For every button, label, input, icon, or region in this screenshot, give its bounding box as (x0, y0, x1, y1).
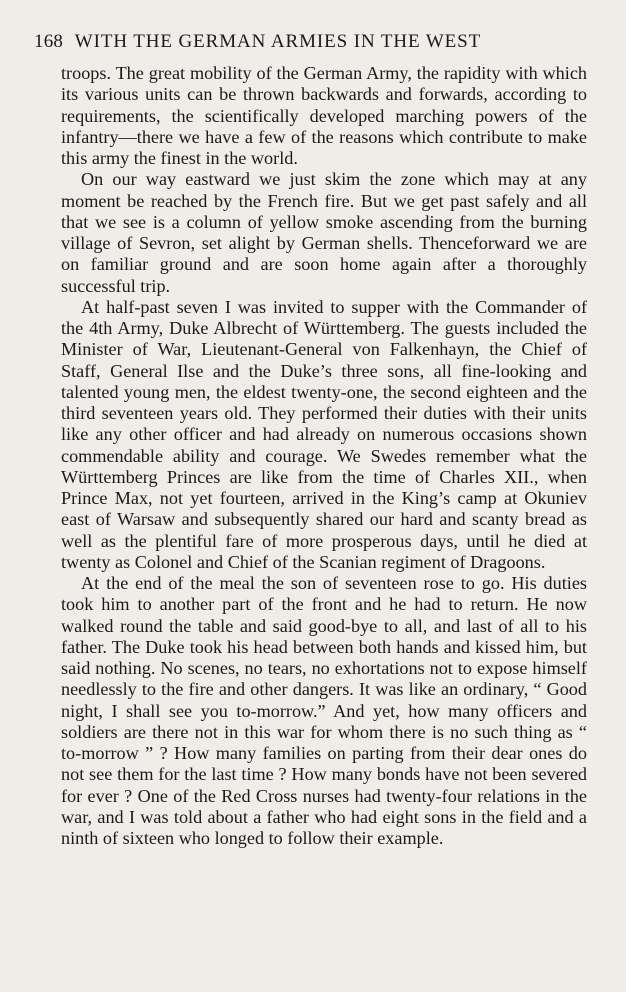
page-number: 168 (34, 31, 64, 52)
paragraph-2: On our way eastward we just skim the zone which may at any moment be reached by the French fire. But we get past safely and all that we see is a column of yellow smoke ascending from the burning village of Sevron, set alight by German shells. Thenceforward we are on familiar ground and are soon home again after a thoroughly successful trip. (61, 169, 587, 296)
paragraph-4: At the end of the meal the son of seventeen rose to go. His duties took him to another part of the front and he had to return. He now walked round the table and said good-bye to all, and last of all to his father. The Duke took his head between both hands and kissed him, but said nothing. No scenes, no tears, no exhortations not to expose himself needlessly to the fire and other dangers. It was like an ordinary, “ Good night, I shall see you to-morrow.” And yet, how many officers and soldiers are there not in this war for whom there is no such thing as “ to-morrow ” ? How many families on parting from their dear ones do not see them for the last time ? How many bonds have not been severed for ever ? One of the Red Cross nurses had twenty-four relations in the war, and I was told about a father who had eight sons in the field and a ninth of sixteen who longed to follow their example. (61, 573, 587, 848)
paragraph-1: troops. The great mobility of the German Army, the rapidity with which its various units can be thrown backwards and forwards, according to requirements, the scientifically developed marching powers of the infantry—there we have a few of the reasons which contribute to make this army the finest in the world. (61, 63, 587, 168)
page-body (61, 63, 587, 849)
running-title: WITH THE GERMAN ARMIES IN THE WEST (74, 31, 482, 52)
paragraph-3: At half-past seven I was invited to supper with the Commander of the 4th Army, Duke Albrecht of Württemberg. The guests included the Minister of War, Lieutenant-General von Falkenhayn, the Chief of Staff, General Ilse and the Duke’s three sons, all fine-looking and talented young men, the eldest twenty-one, the second eighteen and the third seventeen years old. They performed their duties with their units like any other officer and had already on numerous occasions shown commendable ability and courage. We Swedes remember what the Württemberg Princes are like from the time of Charles XII., when Prince Max, not yet fourteen, arrived in the King’s camp at Okuniev east of Warsaw and subsequently shared our hard and scanty bread as well as the plentiful fare of more prosperous days, until he died at twenty as Colonel and Chief of the Scanian regiment of Dragoons. (61, 296, 587, 572)
running-header (34, 31, 574, 59)
